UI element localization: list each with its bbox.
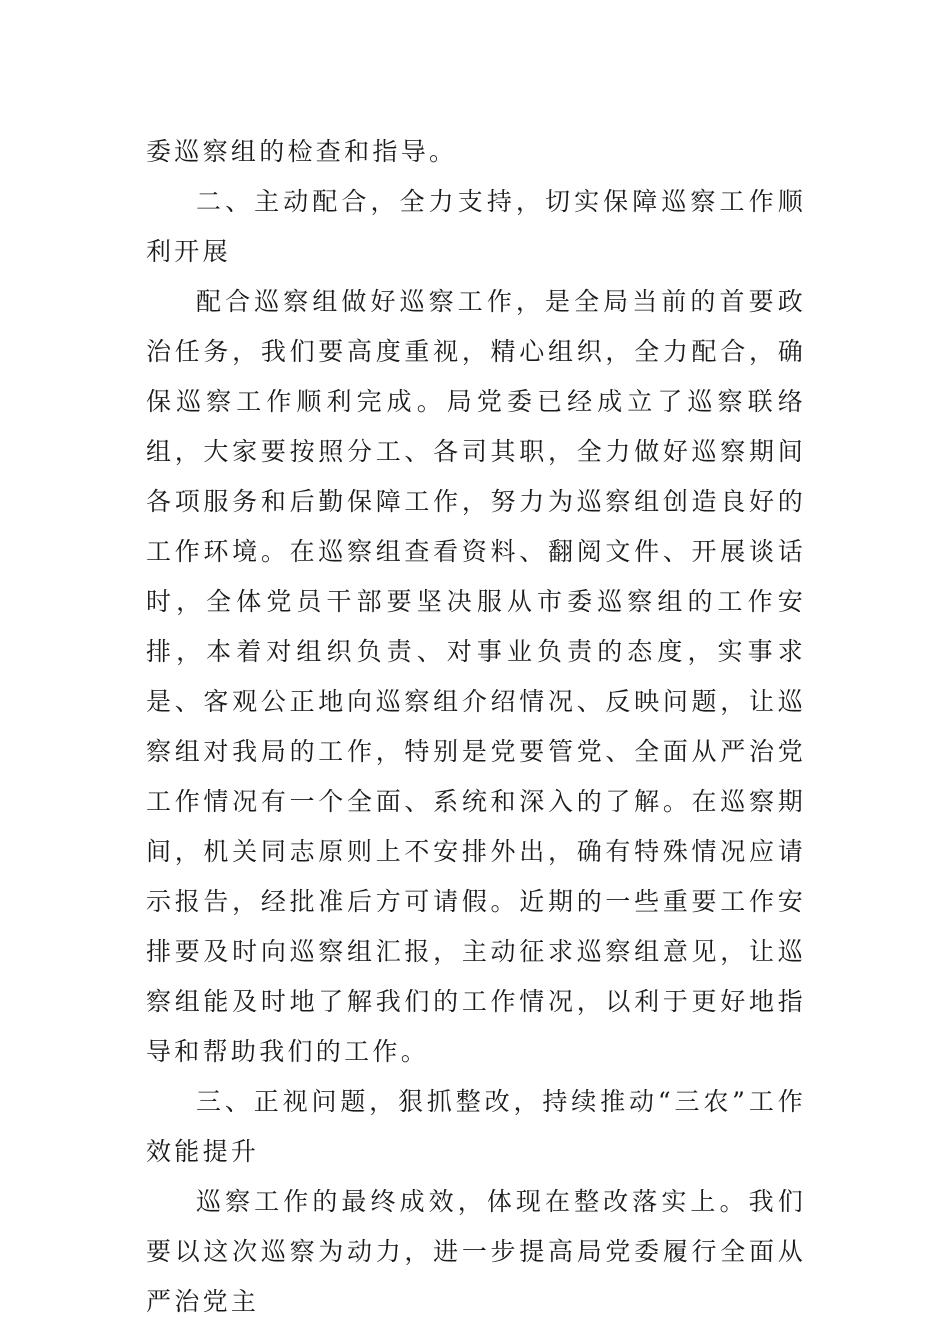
section-heading-three: 三、正视问题，狠抓整改，持续推动“三农”工作效能提升 <box>146 1087 806 1166</box>
paragraph-continuation: 委巡察组的检查和指导。 <box>146 137 458 166</box>
paragraph-body: 配合巡察组做好巡察工作，是全局当前的首要政治任务，我们要高度重视，精心组织，全力配合，确保巡察工作顺利完成。局党委已经成立了巡察联络组，大家要按照分工、各司其职，全力做好巡察期间各项服务和后勤保障工作，努力为巡察组创造良好的工作环境。在巡察组查看资料、翻阅文件、开展谈话时，全体党员干部要坚决服从市委巡察组的工作安排，本着对组织负责、对事业负责的态度，实事求是、客观公正地向巡察组介绍情况、反映问题，让巡察组对我局的工作，特别是党要管党、全面从严治党工作情况有一个全面、系统和深入的了解。在巡察期间，机关同志原则上不安排外出，确有特殊情况应请示报告，经批准后方可请假。近期的一些重要工作安排要及时向巡察组汇报，主动征求巡察组意见，让巡察组能及时地了解我们的工作情况，以利于更好地指导和帮助我们的工作。 <box>146 287 806 1066</box>
document-body <box>146 127 806 1327</box>
section-heading-two: 二、主动配合，全力支持，切实保障巡察工作顺利开展 <box>146 187 806 266</box>
paragraph-body: 巡察工作的最终成效，体现在整改落实上。我们要以这次巡察为动力，进一步提高局党委履行全面从严治党主 <box>146 1187 806 1316</box>
